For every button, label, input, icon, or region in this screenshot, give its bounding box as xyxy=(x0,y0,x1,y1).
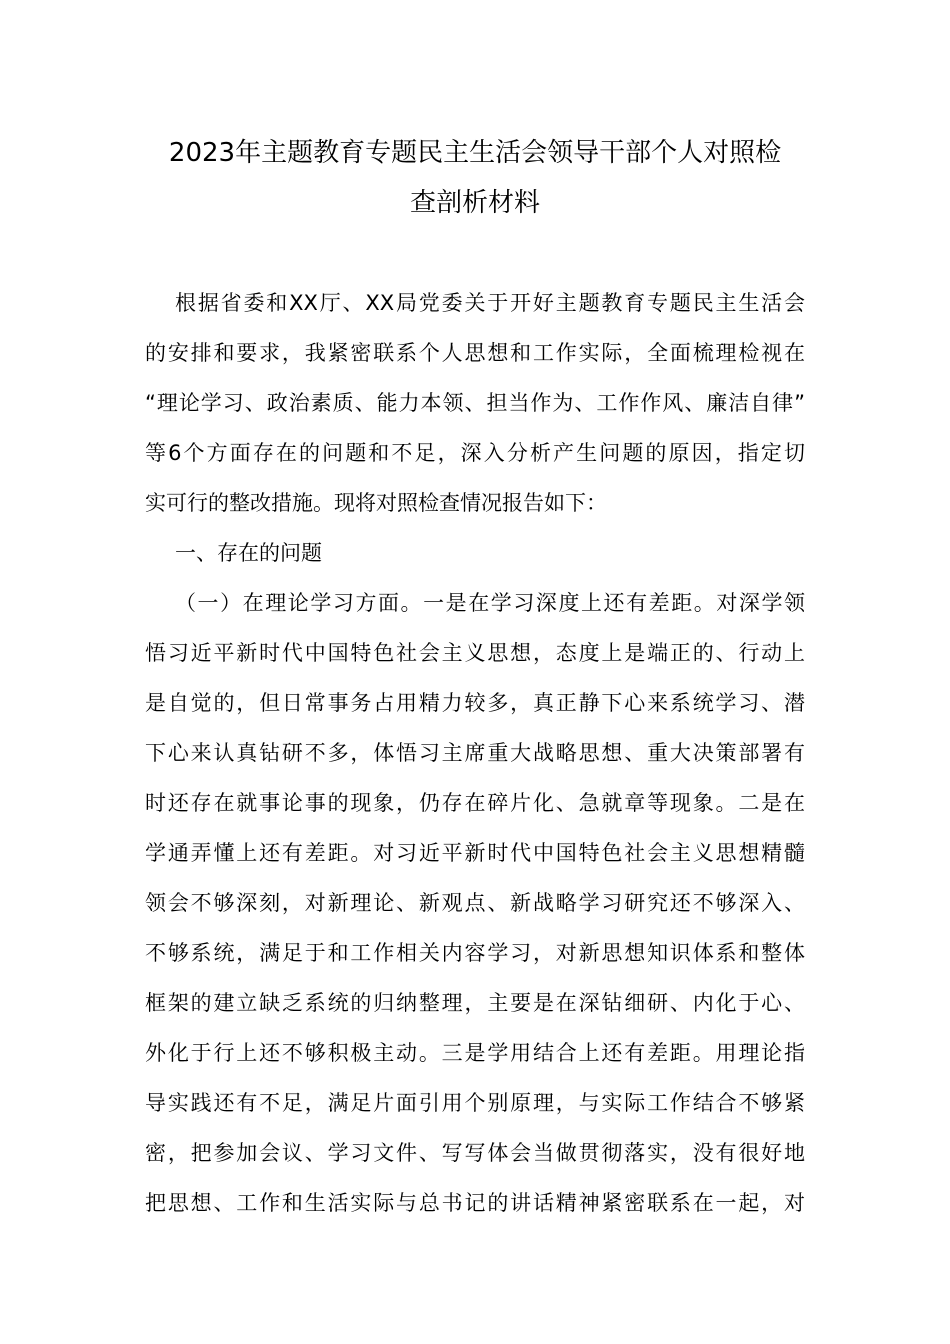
text-line: （一）在理论学习方面。一是在学习深度上还有差距。对深学领 xyxy=(175,591,805,615)
text-line: 下心来认真钻研不多，体悟习主席重大战略思想、重大决策部署有 xyxy=(145,741,805,765)
text-line: 把思想、工作和生活实际与总书记的讲话精神紧密联系在一起，对 xyxy=(145,1191,805,1215)
text-line: 学通弄懂上还有差距。对习近平新时代中国特色社会主义思想精髓 xyxy=(145,841,805,865)
text-line: 导实践还有不足，满足片面引用个别原理，与实际工作结合不够紧 xyxy=(145,1091,805,1115)
title-line: 2023年主题教育专题民主生活会领导干部个人对照检 xyxy=(168,138,782,168)
paragraph-intro xyxy=(145,278,805,528)
text-line: 等6个方面存在的问题和不足，深入分析产生问题的原因，指定切 xyxy=(145,441,805,465)
text-line: 领会不够深刻，对新理论、新观点、新战略学习研究还不够深入、 xyxy=(145,891,805,915)
section-heading xyxy=(145,528,805,578)
text-line: 密，把参加会议、学习文件、写写体会当做贯彻落实，没有很好地 xyxy=(145,1141,805,1165)
text-line: 悟习近平新时代中国特色社会主义思想，态度上是端正的、行动上 xyxy=(145,641,805,665)
document-title xyxy=(145,128,805,228)
text-line: 是自觉的，但日常事务占用精力较多，真正静下心来系统学习、潜 xyxy=(145,691,805,715)
text-line: 不够系统，满足于和工作相关内容学习，对新思想知识体系和整体 xyxy=(145,941,805,965)
text-line: 根据省委和XX厅、XX局党委关于开好主题教育专题民主生活会 xyxy=(175,291,805,315)
text-line: 的安排和要求，我紧密联系个人思想和工作实际，全面梳理检视在 xyxy=(145,341,805,365)
text-line: 外化于行上还不够积极主动。三是学用结合上还有差距。用理论指 xyxy=(145,1041,805,1065)
text-line: 时还存在就事论事的现象，仍存在碎片化、急就章等现象。二是在 xyxy=(145,791,805,815)
text-line: 框架的建立缺乏系统的归纳整理，主要是在深钻细研、内化于心、 xyxy=(145,991,805,1015)
text-line: “理论学习、政治素质、能力本领、担当作为、工作作风、廉洁自律” xyxy=(145,391,805,415)
document-body xyxy=(145,278,805,1228)
heading-line: 一、存在的问题 xyxy=(175,541,322,565)
text-line: 实可行的整改措施。现将对照检查情况报告如下： xyxy=(145,491,607,515)
paragraph-theory-study xyxy=(145,578,805,1228)
title-line: 查剖析材料 xyxy=(409,188,540,218)
